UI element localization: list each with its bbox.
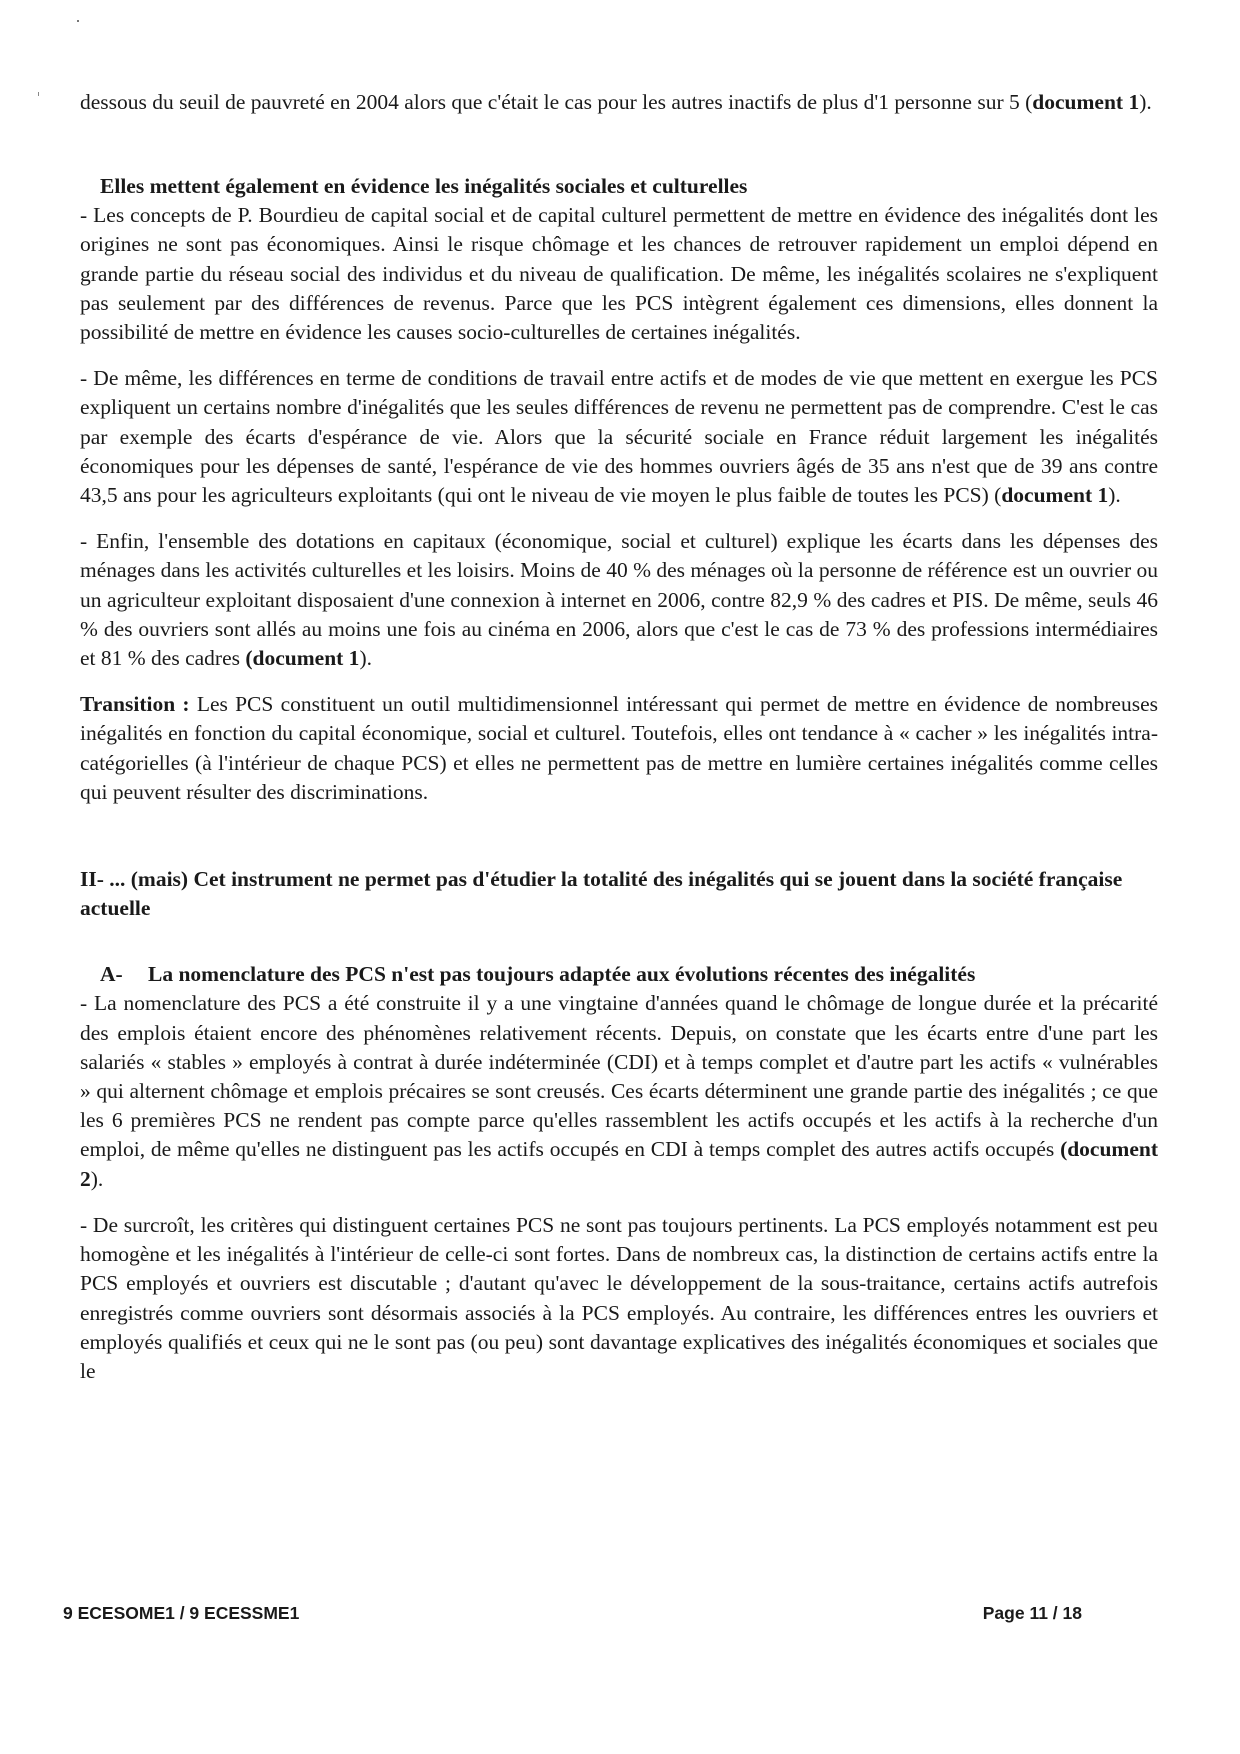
paragraph-bourdieu: - Les concepts de P. Bourdieu de capital social et de capital culturel permettent de mettre en évidence des inégalités dont les origines ne sont pas économiques. Ainsi le risque chômage et les chances de retrouver rapidement un emploi dépend en grande partie du réseau social des individus et du niveau de qualification. De même, les inégalités scolaires ne s'expliquent pas seulement par des différences de revenus. Parce que les PCS intègrent également ces dimensions, elles donnent la possibilité de mettre en évidence les causes socio-culturelles de certaines inégalités. xyxy=(80,203,1158,345)
document-ref: (document 1 xyxy=(245,646,360,671)
scan-mark xyxy=(38,92,39,96)
document-ref: document 1 xyxy=(1032,90,1140,114)
part-two-title: II- ... (mais) Cet instrument ne permet pas d'étudier la totalité des inégalités qui se jouent dans la société française actuelle xyxy=(80,867,1123,921)
subsection-a-heading xyxy=(100,960,1158,989)
page-body xyxy=(80,88,1158,1403)
page-footer xyxy=(63,1603,1082,1624)
scan-mark xyxy=(77,20,79,22)
section-heading-b: Elles mettent également en évidence les inégalités sociales et culturelles xyxy=(100,174,748,199)
paragraph-criteres-pcs: - De surcroît, les critères qui distinguent certaines PCS ne sont pas toujours pertinents. La PCS employés notamment est peu homogène et les inégalités à l'intérieur de celle-ci sont fortes. Dans de nombreux cas, la distinction de certains actifs entre la PCS employés et ouvriers est discutable ; d'autant qu'avec le développement de la sous-traitance, certains actifs autrefois enregistrés comme ouvriers sont désormais associés à la PCS employés. Au contraire, les différences entres les ouvriers et employés qualifiés et ceux qui ne le sont pas (ou peu) sont davantage explicatives des inégalités économiques et sociales que le xyxy=(80,1212,1158,1383)
paragraph-intro: dessous du seuil de pauvreté en 2004 alors que c'était le cas pour les autres inactifs de plus d'1 personne sur 5 (document 1). xyxy=(80,90,1152,114)
paragraph-dotations-capitaux: - Enfin, l'ensemble des dotations en capitaux (économique, social et culturel) explique les écarts dans les dépenses des ménages dans les activités culturelles et les loisirs. Moins de 40 % des ménages où la personne de référence est un ouvrier ou un agriculteur exploitant disposaient d'une connexion à internet en 2006, contre 82,9 % des cadres et PIS. De même, seuls 46 % des ouvriers sont allés au moins une fois au cinéma en 2006, alors que c'est le cas de 73 % des professions intermédiaires et 81 % des cadres (document 1). xyxy=(80,529,1158,671)
document-ref: (document 2 xyxy=(80,1137,1158,1191)
paragraph-nomenclature: - La nomenclature des PCS a été construite il y a une vingtaine d'années quand le chômage de longue durée et la précarité des emplois étaient encore des phénomènes relativement récents. Depuis, on constate que les écarts entre d'une part les salariés « stables » employés à contrat à durée indéterminée (CDI) et à temps complet et d'autre part les actifs « vulnérables » qui alternent chômage et emplois précaires se sont creusés. Ces écarts déterminent une grande partie des inégalités ; ce que les 6 premières PCS ne rendent pas compte parce qu'elles rassemblent les actifs occupés et les actifs à la recherche d'un emploi, de même qu'elles ne distinguent pas les actifs occupés en CDI à temps complet des autres actifs occupés (document 2). xyxy=(80,991,1158,1191)
document-ref: document 1 xyxy=(1001,483,1109,508)
subsection-title: La nomenclature des PCS n'est pas toujours adaptée aux évolutions récentes des inégalités xyxy=(148,962,976,987)
paragraph-conditions-travail: - De même, les différences en terme de conditions de travail entre actifs et de modes de vie que mettent en exergue les PCS expliquent un certains nombre d'inégalités que les seules différences de revenu ne permettent pas de comprendre. C'est le cas par exemple des écarts d'espérance de vie. Alors que la sécurité sociale en France réduit largement les inégalités économiques pour les dépenses de santé, l'espérance de vie des hommes ouvriers âgés de 35 ans n'est que de 39 ans contre 43,5 ans pour les agriculteurs exploitants (qui ont le niveau de vie moyen le plus faible de toutes les PCS) (document 1). xyxy=(80,366,1158,508)
page-number: Page 11 / 18 xyxy=(982,1603,1082,1623)
transition-paragraph: Transition : Les PCS constituent un outil multidimensionnel intéressant qui permet de mettre en évidence de nombreuses inégalités en fonction du capital économique, social et culturel. Toutefois, elles ont tendance à « cacher » les inégalités intra-catégorielles (à l'intérieur de chaque PCS) et elles ne permettent pas de mettre en lumière certaines inégalités comme celles qui peuvent résulter des discriminations. xyxy=(80,692,1158,804)
subsection-letter: A- xyxy=(100,962,123,987)
transition-label: Transition : xyxy=(80,692,190,717)
exam-code: 9 ECESOME1 / 9 ECESSME1 xyxy=(63,1603,300,1623)
